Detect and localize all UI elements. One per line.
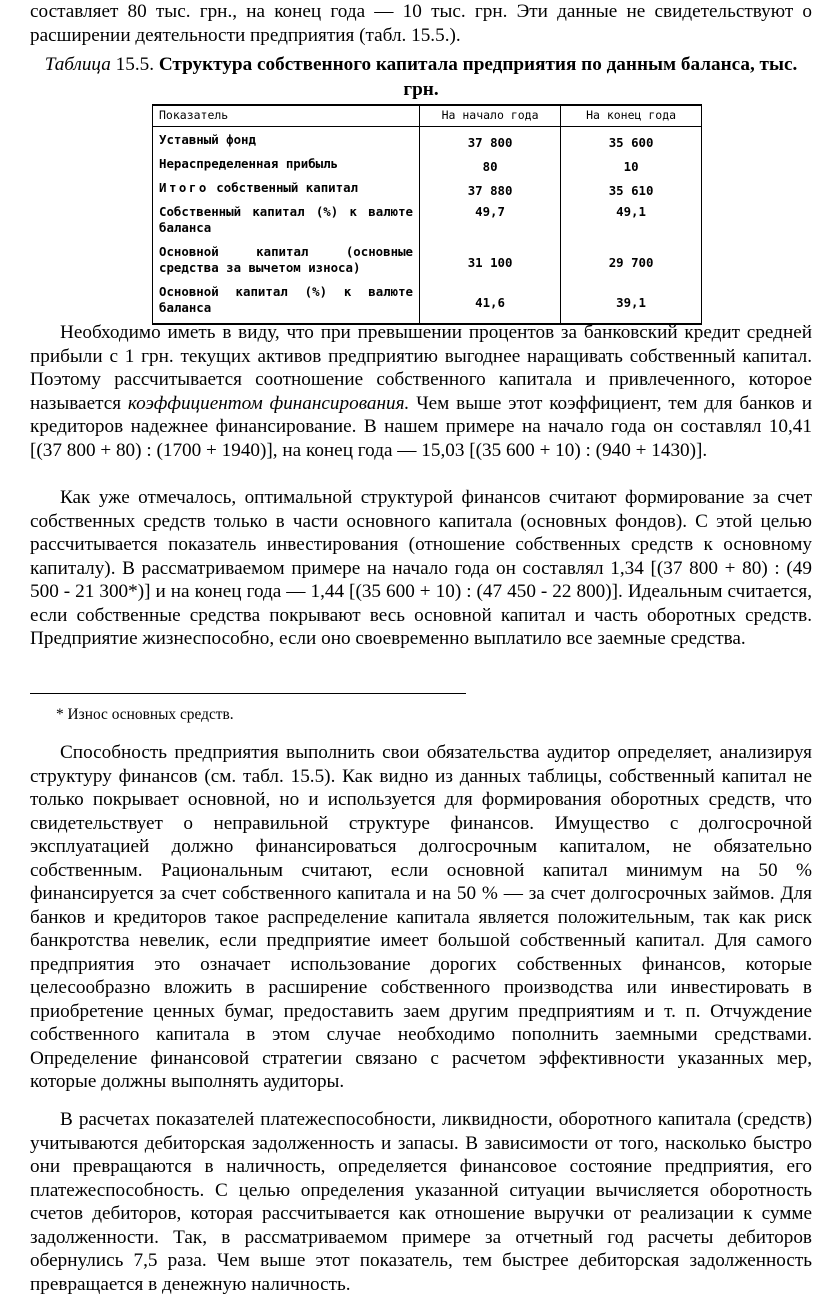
row-end-value: 35 610 bbox=[561, 179, 702, 203]
para1-text-after: Чем выше этот коэффициент, тем для банков и кредиторов надежнее финансирование. В нашем примере на начало года он составлял 10,41 [(37 800 + 80) : (1700 + 1940)], на конец года — 15,03 [(35 600 + 10) : (940 + 1430)]. bbox=[30, 392, 812, 461]
para2-text: Как уже отмечалось, оптимальной структурой финансов считают формирование за счет собственных средств только в части основного капитала (основных фондов). С этой целью рассчитывается показатель инвестирования (отношение собственных средств к основному капиталу). В рассматриваемом примере на начало года он составлял 1,34 [(37 800 + 80) : (49 500 - 21 300*)] и на конец года — 1,44 [(35 600 + 10) : (47 450 - 22 800)]. Идеальным считается, если собственные средства покрывают весь основной капитал и часть оборотных средств. Предприятие жизнеспособно, если оно своевременно выплатило все заемные средства. bbox=[30, 487, 812, 649]
para1-text-before: Необходимо иметь в виду, что при превышении процентов за банковский кредит средней прибыли с 1 грн. текущих активов предприятию выгоднее наращивать собственный капитал. Поэтому рассчитывается соотношение собственного капитала и привлеченного, которое называется bbox=[30, 322, 812, 414]
table-row bbox=[153, 155, 702, 179]
header-end-of-year: На конец года bbox=[561, 105, 702, 127]
row-label: Уставный фонд bbox=[153, 127, 420, 156]
table-row bbox=[153, 179, 702, 203]
row-label-total bbox=[153, 179, 420, 203]
caption-number: 15.5. bbox=[110, 54, 159, 75]
body-paragraph-4 bbox=[30, 1108, 812, 1296]
intro-text: составляет 80 тыс. грн., на конец года — 10 тыс. грн. Эти данные не свидетельствуют о расширении деятельности предприятия (табл. 15.5.). bbox=[30, 1, 812, 46]
row-label: Собственный капитал (%) к валюте баланса bbox=[153, 203, 420, 243]
row-end-value: 49,1 bbox=[561, 203, 702, 243]
body-paragraph-3 bbox=[30, 741, 812, 1094]
body-paragraph-1 bbox=[30, 321, 812, 462]
table-caption bbox=[30, 52, 812, 102]
table-row bbox=[153, 283, 702, 324]
total-label-lead: Итого bbox=[159, 180, 209, 195]
row-start-value: 49,7 bbox=[420, 203, 561, 243]
table-row bbox=[153, 203, 702, 243]
row-start-value: 41,6 bbox=[420, 283, 561, 324]
row-start-value: 37 880 bbox=[420, 179, 561, 203]
footnote-divider bbox=[30, 693, 466, 694]
row-end-value: 29 700 bbox=[561, 243, 702, 283]
table-header-row bbox=[153, 105, 702, 127]
row-end-value: 10 bbox=[561, 155, 702, 179]
caption-label: Таблица bbox=[44, 54, 111, 75]
row-start-value: 80 bbox=[420, 155, 561, 179]
para4-text: В расчетах показателей платежеспособности, ликвидности, оборотного капитала (средств) учитываются дебиторская задолженность и запасы. В зависимости от того, насколько быстро они превращаются в наличность, определяется финансовое состояние предприятия, его платежеспособность. С целью определения указанной ситуации вычисляется оборотность счетов дебиторов, которая рассчитывается как отношение выручки от реализации к сумме задолженности. Так, в рассматриваемом примере за отчетный год расчеты дебиторов обернулись 7,5 раза. Чем выше этот показатель, тем быстрее дебиторская задолженность превращается в денежную наличность. bbox=[30, 1109, 812, 1295]
para3-text: Способность предприятия выполнить свои обязательства аудитор определяет, анализируя структуру финансов (см. табл. 15.5). Как видно из данных таблицы, собственный капитал не только покрывает основной, но и используется для формирования оборотных средств, что свидетельствует о неправильной структуре финансов. Имущество с долгосрочной эксплуатацией должно финансироваться долгосрочным капиталом, не обязательно собственным. Рациональным считают, если основной капитал минимум на 50 % финансируется за счет собственного капитала и на 50 % — за счет долгосрочных займов. Для банков и кредиторов такое распределение капитала является положительным, так как риск банкротства невелик, если предприятие имеет большой собственный капитал. Для самого предприятия это означает использование дорогих собственных финансов, которые целесообразно вложить в расширение собственного производства или инвестировать в приобретение ценных бумаг, предоставить заем другим предприятиям и т. п. Отчуждение собственного капитала в этом случае необходимо пополнить заемными средствами. Определение финансовой стратегии связано с расчетом эффективности указанных мер, которые должны выполнять аудиторы. bbox=[30, 742, 812, 1092]
row-start-value: 31 100 bbox=[420, 243, 561, 283]
header-start-of-year: На начало года bbox=[420, 105, 561, 127]
total-label-rest: собственный капитал bbox=[208, 180, 359, 195]
row-end-value: 39,1 bbox=[561, 283, 702, 324]
footnote: * Износ основных средств. bbox=[56, 706, 234, 723]
row-start-value: 37 800 bbox=[420, 127, 561, 156]
row-label: Основной капитал (основные средства за вычетом износа) bbox=[153, 243, 420, 283]
table-row bbox=[153, 243, 702, 283]
capital-structure-table bbox=[152, 104, 702, 325]
row-label: Нераспределенная прибыль bbox=[153, 155, 420, 179]
caption-title: Структура собственного капитала предприятия по данным баланса, тыс. грн. bbox=[158, 54, 798, 100]
header-indicator: Показатель bbox=[153, 105, 420, 127]
body-paragraph-2 bbox=[30, 486, 812, 651]
table-row bbox=[153, 127, 702, 156]
intro-paragraph bbox=[30, 0, 812, 47]
row-end-value: 35 600 bbox=[561, 127, 702, 156]
para1-term: коэффициентом финансирования. bbox=[127, 392, 410, 414]
row-label: Основной капитал (%) к валюте баланса bbox=[153, 283, 420, 324]
